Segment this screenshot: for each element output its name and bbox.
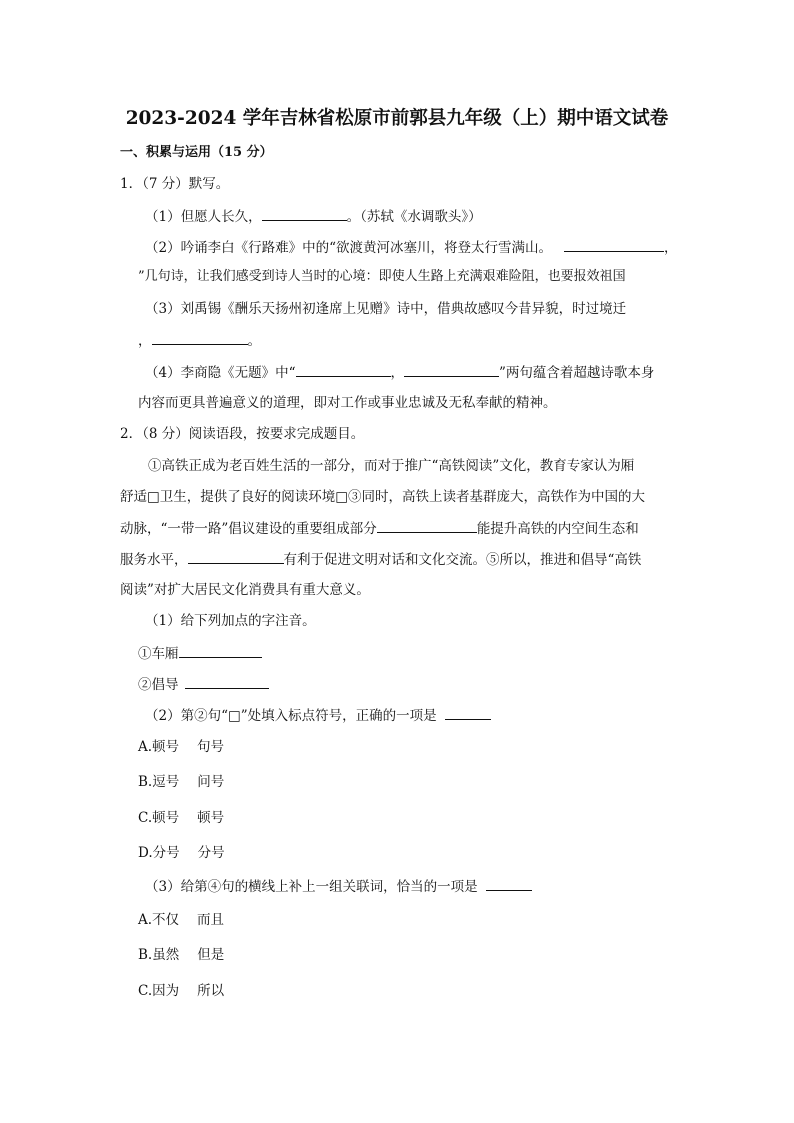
option-c[interactable] — [138, 981, 224, 1001]
option-b[interactable] — [138, 772, 224, 792]
q1-item-2-comma: ， — [664, 240, 678, 256]
sub-question-2 — [145, 705, 491, 726]
option-a[interactable] — [138, 910, 224, 930]
option-label: D.分号 — [138, 845, 180, 861]
passage-text: 能提升高铁的内空间生态和 — [476, 521, 639, 537]
answer-blank[interactable] — [564, 237, 664, 252]
q1-item-4-continued: 内容而更具普遍意义的道理，即对工作或事业忠诚及无私奉献的精神。 — [138, 395, 557, 411]
q1-item-2-text: （2）吟诵李白《行路难》中的“欲渡黄河冰塞川，将登太行雪满山。 — [145, 240, 552, 256]
option-label: C.因为 — [138, 983, 180, 999]
q1-item-1-text: （1）但愿人长久， — [145, 209, 262, 225]
passage-text: 动脉，“一带一路”倡议建设的重要组成部分 — [120, 521, 377, 537]
option-d[interactable] — [138, 843, 225, 863]
option-label: B.逗号 — [138, 774, 180, 790]
passage-line — [120, 549, 641, 570]
pinyin-item-1 — [138, 643, 262, 664]
option-text: 而且 — [197, 912, 225, 928]
q1-item-3: （3）刘禹锡《酬乐天扬州初逢席上见赠》诗中，借典故感叹今昔异貌，时过境迁 — [145, 301, 627, 317]
option-label: B.虽然 — [138, 947, 180, 963]
q1-item-4-tail: ”两句蕴含着超越诗歌本身 — [499, 365, 655, 381]
q1-item-1 — [145, 206, 482, 227]
q1-item-3-period: 。 — [247, 333, 261, 349]
option-text: 所以 — [197, 983, 225, 999]
option-text: 问号 — [197, 774, 225, 790]
option-c[interactable] — [138, 808, 224, 828]
answer-blank[interactable] — [486, 876, 532, 891]
answer-blank[interactable] — [188, 549, 284, 564]
q1-item-4-comma: ， — [390, 365, 404, 381]
option-text: 但是 — [197, 947, 225, 963]
sub-question-2-text: （2）第②句“□”处填入标点符号，正确的一项是 — [145, 708, 437, 724]
q1-item-4-text: （4）李商隐《无题》中“ — [145, 365, 296, 381]
pinyin-item-2 — [138, 674, 269, 695]
option-label: C.顿号 — [138, 810, 180, 826]
page-title: 2023-2024 学年吉林省松原市前郭县九年级（上）期中语文试卷 — [125, 108, 669, 129]
q1-item-2 — [145, 237, 678, 258]
answer-blank[interactable] — [296, 362, 391, 377]
passage-line — [120, 518, 639, 539]
q1-item-1-source: 。（苏轼《水调歌头》） — [346, 209, 482, 225]
option-label: A.不仅 — [138, 912, 180, 928]
option-text: 句号 — [197, 739, 225, 755]
option-label: A.顿号 — [138, 739, 180, 755]
option-text: 分号 — [197, 845, 225, 861]
sub-question-3-text: （3）给第④句的横线上补上一组关联词，恰当的一项是 — [145, 879, 478, 895]
passage-text: 有利于促进文明对话和文化交流。⑤所以，推进和倡导“高铁 — [283, 552, 642, 568]
answer-blank[interactable] — [377, 518, 477, 533]
option-b[interactable] — [138, 945, 224, 965]
sub-question-1: （1）给下列加点的字注音。 — [145, 613, 316, 629]
passage-text: 服务水平， — [120, 552, 188, 568]
answer-blank[interactable] — [404, 362, 499, 377]
q1-item-4 — [145, 362, 654, 383]
answer-blank[interactable] — [152, 330, 248, 345]
q1-item-2-continued: ”几句诗，让我们感受到诗人当时的心境：即使人生路上充满艰难险阻，也要报效祖国 — [138, 269, 626, 284]
pinyin-word: ②倡导 — [138, 677, 179, 693]
answer-blank[interactable] — [185, 674, 269, 689]
question-2-heading: 2．（8 分）阅读语段，按要求完成题目。 — [120, 426, 365, 442]
pinyin-word: ①车厢 — [138, 646, 179, 662]
answer-blank[interactable] — [262, 206, 347, 221]
passage-line: 舒适□卫生，提供了良好的阅读环境□③同时，高铁上读者基群庞大，高铁作为中国的大 — [120, 489, 646, 505]
passage-line: ①高铁正成为老百姓生活的一部分，而对于推广“高铁阅读”文化，教育专家认为厢 — [148, 458, 635, 474]
q1-item-3-continued — [138, 330, 261, 351]
sub-question-3 — [145, 876, 532, 897]
option-text: 顿号 — [197, 810, 225, 826]
q1-item-3-comma: ， — [138, 333, 152, 349]
passage-line: 阅读”对扩大居民文化消费具有重大意义。 — [120, 582, 370, 598]
section-heading: 一、积累与运用（15 分） — [120, 145, 273, 160]
answer-blank[interactable] — [445, 705, 491, 720]
question-1-heading: 1．（7 分）默写。 — [120, 176, 230, 192]
answer-blank[interactable] — [179, 643, 262, 658]
option-a[interactable] — [138, 737, 224, 757]
